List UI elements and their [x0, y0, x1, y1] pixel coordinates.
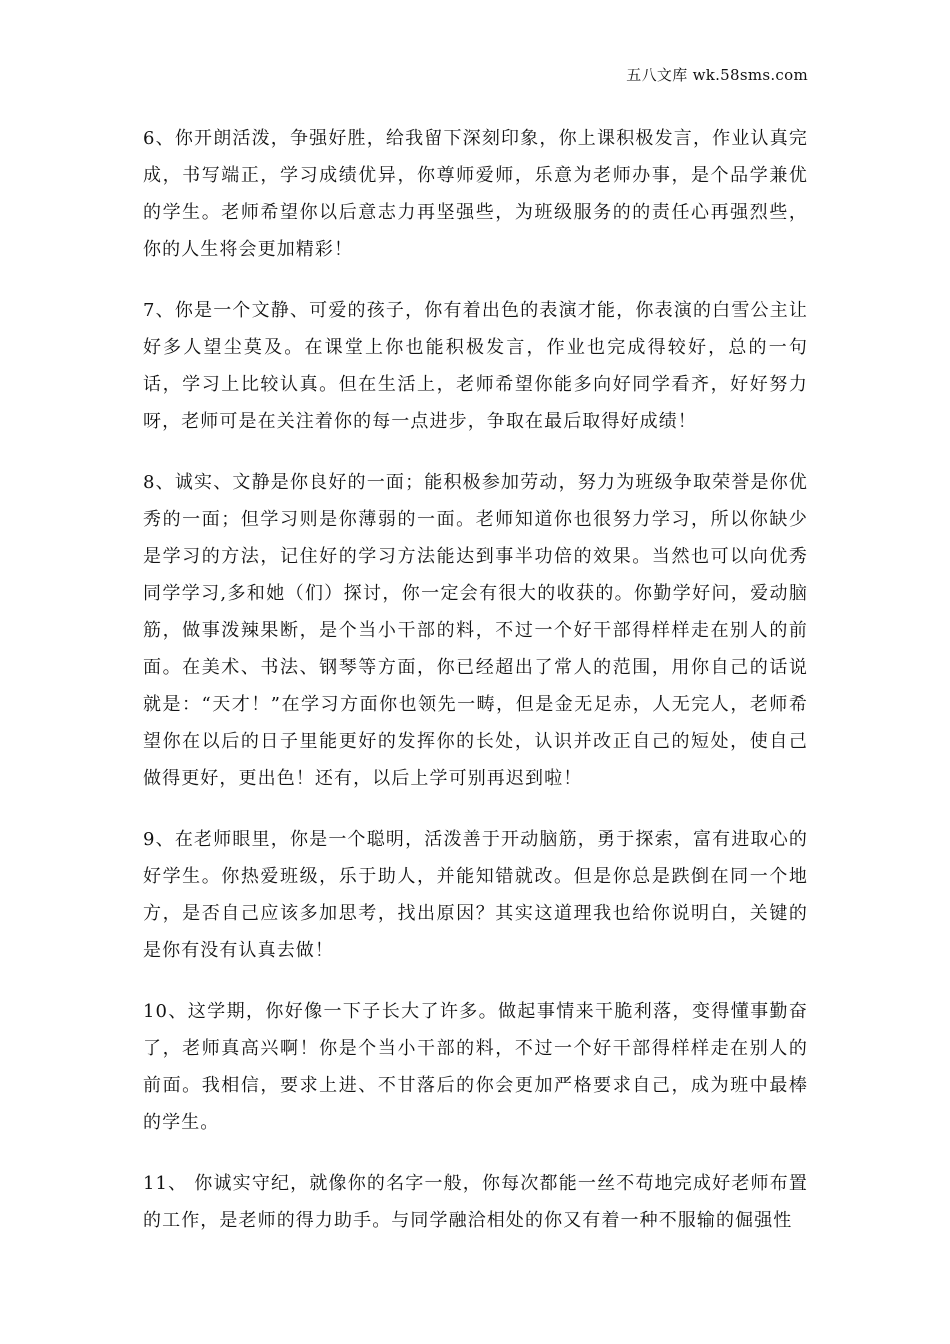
site-header: 五八文库 wk.58sms.com	[626, 66, 808, 84]
comment-paragraph-10: 10、这学期，你好像一下子长大了许多。做起事情来干脆利落，变得懂事勤奋了，老师真高兴啊！你是个当小干部的料，不过一个好干部得样样走在别人的前面。我相信，要求上进、不甘落后的你会更加严格要求自己，成为班中最棒的学生。	[143, 1001, 808, 1133]
comment-paragraph-6: 6、你开朗活泼，争强好胜，给我留下深刻印象，你上课积极发言，作业认真完成，书写端正，学习成绩优异，你尊师爱师，乐意为老师办事，是个品学兼优的学生。老师希望你以后意志力再坚强些，为班级服务的的责任心再强烈些，你的人生将会更加精彩！	[143, 128, 808, 260]
document-body	[143, 120, 808, 1263]
comment-paragraph-11: 11、 你诚实守纪，就像你的名字一般，你每次都能一丝不苟地完成好老师布置的工作，是老师的得力助手。与同学融洽相处的你又有着一种不服输的倔强性	[143, 1173, 808, 1231]
comment-paragraph-9: 9、在老师眼里，你是一个聪明，活泼善于开动脑筋，勇于探索，富有进取心的好学生。你热爱班级，乐于助人，并能知错就改。但是你总是跌倒在同一个地方，是否自己应该多加思考，找出原因？其实这道理我也给你说明白，关键的是你有没有认真去做！	[143, 829, 808, 961]
comment-paragraph-8: 8、诚实、文静是你良好的一面；能积极参加劳动，努力为班级争取荣誉是你优秀的一面；但学习则是你薄弱的一面。老师知道你也很努力学习，所以你缺少是学习的方法，记住好的学习方法能达到事半功倍的效果。当然也可以向优秀同学学习,多和她（们）探讨，你一定会有很大的收获的。你勤学好问，爱动脑筋，做事泼辣果断，是个当小干部的料，不过一个好干部得样样走在别人的前面。在美术、书法、钢琴等方面，你已经超出了常人的范围，用你自己的话说就是：“天才！”在学习方面你也领先一畴，但是金无足赤，人无完人，老师希望你在以后的日子里能更好的发挥你的长处，认识并改正自己的短处，使自己做得更好，更出色！还有，以后上学可别再迟到啦！	[143, 472, 808, 789]
comment-paragraph-7: 7、你是一个文静、可爱的孩子，你有着出色的表演才能，你表演的白雪公主让好多人望尘莫及。在课堂上你也能积极发言，作业也完成得较好，总的一句话，学习上比较认真。但在生活上，老师希望你能多向好同学看齐，好好努力呀，老师可是在关注着你的每一点进步，争取在最后取得好成绩！	[143, 300, 808, 432]
